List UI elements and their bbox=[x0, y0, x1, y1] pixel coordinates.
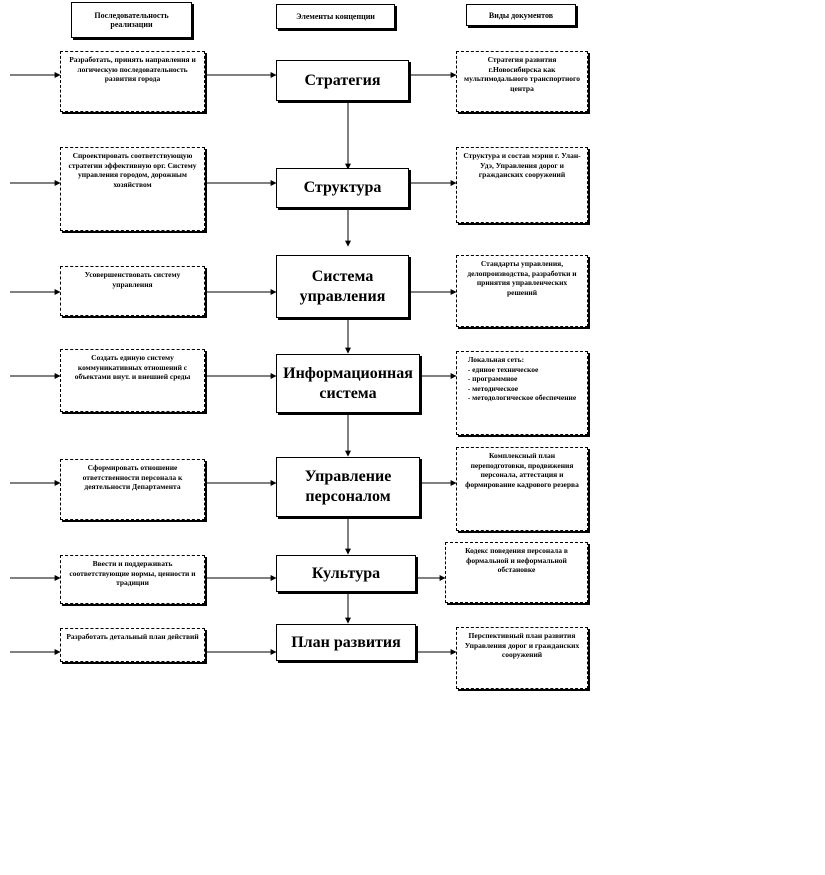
document-type-text: Перспективный план развития Управления дорог и гражданских сооружений bbox=[464, 631, 580, 659]
document-type-text: Стратегия развития г.Новосибирска как мультимодального транспортного центра bbox=[463, 55, 581, 93]
document-type bbox=[456, 147, 588, 223]
header-elements-label: Элементы концепции bbox=[296, 12, 375, 21]
sequence-step-text: Разработать, принять направления и логическую последовательность развития города bbox=[69, 55, 196, 83]
concept-element-label: Управление персоналом bbox=[304, 468, 392, 505]
sequence-step bbox=[60, 266, 205, 316]
document-type-text: Структура и состав мэрии г. Улан-Удэ, Управления дорог и гражданских сооружений bbox=[463, 151, 581, 179]
concept-element bbox=[276, 624, 416, 661]
sequence-step-text: Спроектировать соответствующую стратегии эффективную орг. Систему управления городом, дорожным хозяйством bbox=[68, 151, 197, 189]
sequence-step bbox=[60, 51, 205, 112]
sequence-step-text: Разработать детальный план действий bbox=[66, 632, 199, 641]
concept-element bbox=[276, 60, 409, 101]
document-type bbox=[456, 627, 588, 689]
header-sequence bbox=[71, 2, 192, 38]
concept-element-label: План развития bbox=[291, 633, 401, 651]
document-type bbox=[456, 447, 588, 531]
header-elements bbox=[276, 4, 395, 29]
sequence-step bbox=[60, 349, 205, 412]
document-type-text: Локальная сеть: - единое техническое - программное - методическое - методологическое обеспечение bbox=[467, 355, 577, 402]
sequence-step bbox=[60, 555, 205, 604]
concept-element bbox=[276, 457, 420, 517]
sequence-step bbox=[60, 459, 205, 520]
concept-element-label: Культура bbox=[311, 564, 381, 582]
concept-element-label: Структура bbox=[303, 179, 382, 196]
document-type-text: Комплексный план переподготовки, продвижения персонала, аттестация и формирование кадрового резерва bbox=[465, 451, 579, 489]
header-sequence-label: Последовательность реализации bbox=[94, 11, 169, 29]
header-documents bbox=[466, 4, 576, 26]
document-type bbox=[445, 542, 588, 603]
concept-element bbox=[276, 354, 420, 413]
document-type-text: Стандарты управления, делопроизводства, разработки и принятия управленческих решений bbox=[467, 259, 577, 297]
sequence-step-text: Ввести и поддерживать соответствующие нормы, ценности и традиции bbox=[69, 559, 196, 587]
sequence-step-text: Усовершенствовать систему управления bbox=[84, 270, 181, 289]
concept-element bbox=[276, 168, 409, 208]
document-type-text: Кодекс поведения персонала в формальной и неформальной обстановке bbox=[465, 546, 568, 574]
concept-element bbox=[276, 255, 409, 318]
document-type bbox=[456, 51, 588, 112]
header-documents-label: Виды документов bbox=[488, 10, 554, 20]
document-type bbox=[456, 351, 588, 435]
sequence-step bbox=[60, 147, 205, 231]
concept-element-label: Стратегия bbox=[304, 71, 381, 89]
concept-element-label: Информационная система bbox=[283, 364, 413, 402]
concept-element bbox=[276, 555, 416, 592]
sequence-step-text: Сформировать отношение ответственности персонала к деятельности Департамента bbox=[82, 463, 183, 491]
sequence-step bbox=[60, 628, 205, 662]
sequence-step-text: Создать единую систему коммуникативных отношений с объектами внут. и внешней среды bbox=[74, 353, 191, 381]
document-type bbox=[456, 255, 588, 327]
concept-element-label: Система управления bbox=[299, 267, 386, 305]
